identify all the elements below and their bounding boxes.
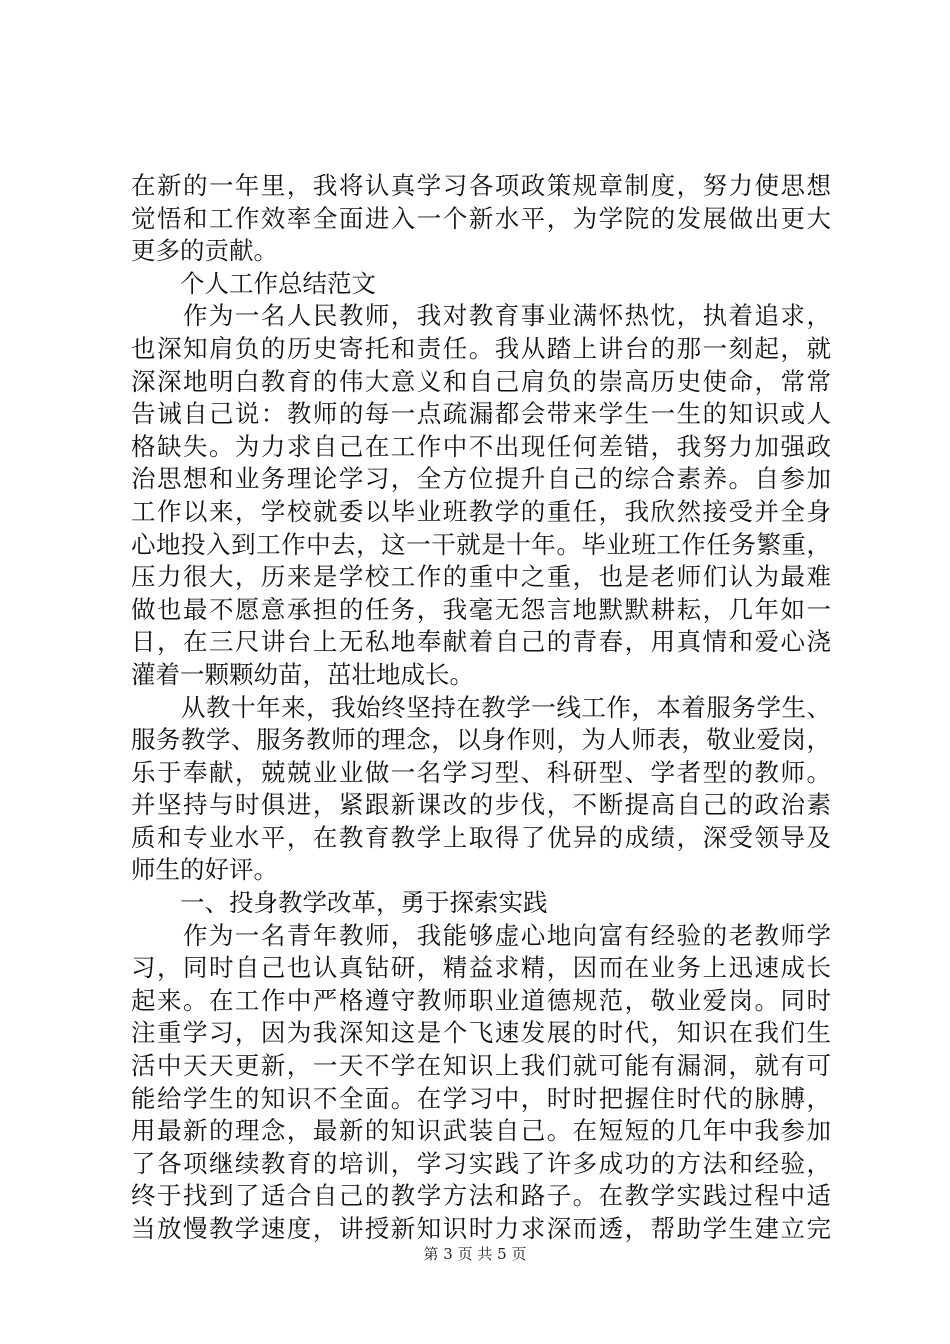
paragraph <box>131 887 831 920</box>
text-line: 格缺失。为力求自己在工作中不出现任何差错，我努力加强政 <box>131 431 831 461</box>
text-line: 作为一名人民教师，我对教育事业满怀热忱，执着追求， <box>131 301 831 331</box>
text-line: 压力很大，历来是学校工作的重中之重，也是老师们认为最难 <box>131 562 831 592</box>
text-line: 个人工作总结范文 <box>131 268 376 298</box>
text-line: 深深地明白教育的伟大意义和自己肩负的崇高历史使命，常常 <box>131 366 831 396</box>
text-line: 起来。在工作中严格遵守教师职业道德规范，敬业爱岗。同时 <box>131 985 831 1015</box>
text-line: 一、投身教学改革，勇于探索实践 <box>131 888 548 918</box>
text-line: 注重学习，因为我深知这是个飞速发展的时代，知识在我们生 <box>131 1018 831 1048</box>
text-line: 心地投入到工作中去，这一干就是十年。毕业班工作任务繁重， <box>131 529 831 559</box>
text-line: 能给学生的知识不全面。在学习中，时时把握住时代的脉膊， <box>131 1083 831 1113</box>
text-line: 也深知肩负的历史寄托和责任。我从踏上讲台的那一刻起，就 <box>131 333 831 363</box>
text-line: 工作以来，学校就委以毕业班教学的重任，我欣然接受并全身 <box>131 496 831 526</box>
text-line: 觉悟和工作效率全面进入一个新水平，为学院的发展做出更大 <box>131 203 831 233</box>
text-line: 活中天天更新，一天不学在知识上我们就可能有漏洞，就有可 <box>131 1051 831 1081</box>
text-line: 师生的好评。 <box>131 855 278 885</box>
page-footer: 第 3 页 共 5 页 <box>423 1245 527 1263</box>
paragraph <box>131 268 831 301</box>
text-line: 治思想和业务理论学习，全方位提升自己的综合素养。自参加 <box>131 464 831 494</box>
text-line: 灌着一颗颗幼苗，茁壮地成长。 <box>131 659 474 689</box>
document-body <box>131 170 831 1246</box>
text-line: 用最新的理念，最新的知识武装自己。在短短的几年中我参加 <box>131 1116 831 1146</box>
text-line: 当放慢教学速度，讲授新知识时力求深而透，帮助学生建立完 <box>131 1214 831 1243</box>
text-line: 日，在三尺讲台上无私地奉献着自己的青春，用真情和爱心浇 <box>131 627 831 657</box>
paragraph <box>131 170 831 268</box>
text-line: 更多的贡献。 <box>131 236 278 266</box>
text-line: 在新的一年里，我将认真学习各项政策规章制度，努力使思想 <box>131 171 831 200</box>
paragraph <box>131 692 831 888</box>
paragraph <box>131 920 831 1246</box>
text-line: 习，同时自己也认真钻研，精益求精，因而在业务上迅速成长 <box>131 953 831 983</box>
text-line: 做也最不愿意承担的任务，我毫无怨言地默默耕耘，几年如一 <box>131 594 831 624</box>
text-line: 告诫自己说：教师的每一点疏漏都会带来学生一生的知识或人 <box>131 399 831 429</box>
text-line: 终于找到了适合自己的教学方法和路子。在教学实践过程中适 <box>131 1181 831 1211</box>
text-line: 了各项继续教育的培训，学习实践了许多成功的方法和经验， <box>131 1148 831 1178</box>
paragraph <box>131 300 831 691</box>
text-line: 服务教学、服务教师的理念，以身作则，为人师表，敬业爱岗， <box>131 725 831 755</box>
text-line: 并坚持与时俱进，紧跟新课改的步伐，不断提高自己的政治素 <box>131 790 831 820</box>
text-line: 从教十年来，我始终坚持在教学一线工作，本着服务学生、 <box>131 692 831 722</box>
text-line: 乐于奉献，兢兢业业做一名学习型、科研型、学者型的教师。 <box>131 757 831 787</box>
text-line: 作为一名青年教师，我能够虚心地向富有经验的老教师学 <box>131 920 831 950</box>
text-line: 质和专业水平，在教育教学上取得了优异的成绩，深受领导及 <box>131 822 831 852</box>
